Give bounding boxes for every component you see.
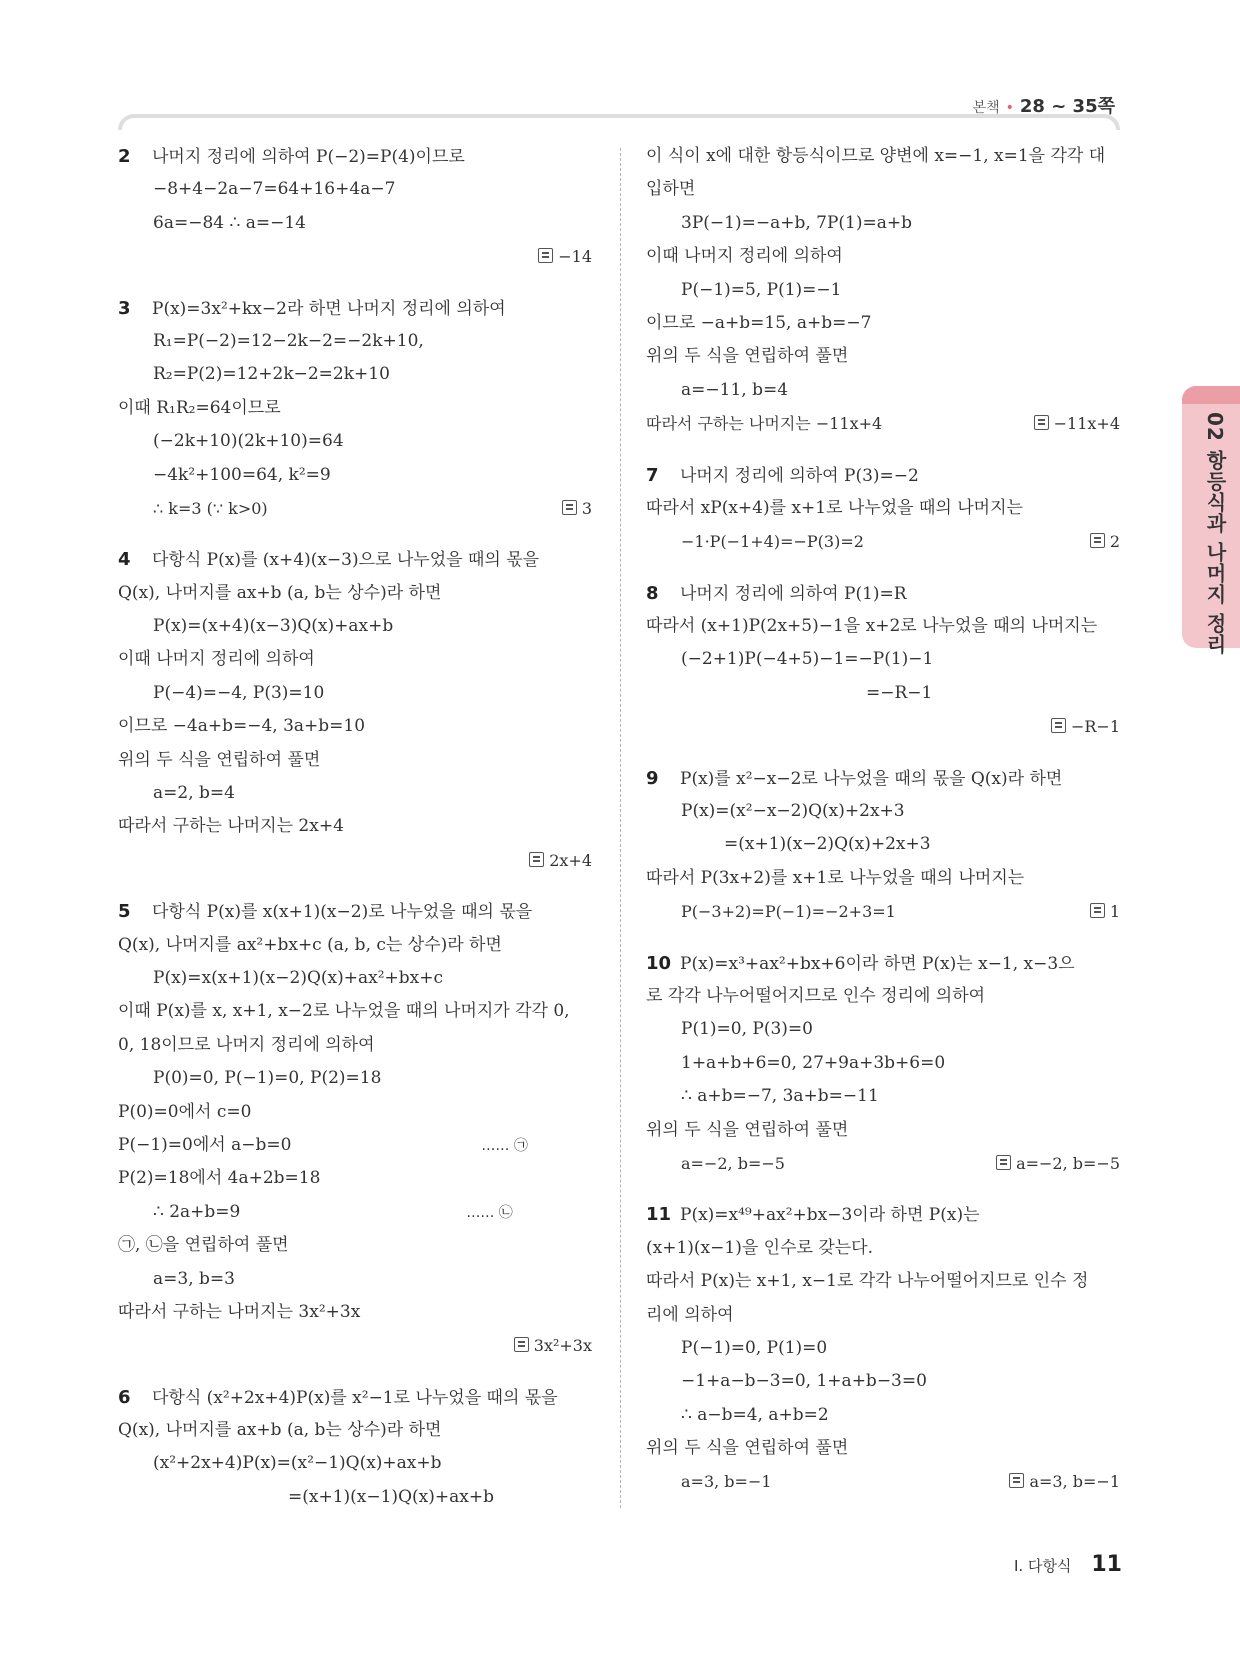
answer-value: a=3, b=−1: [1029, 1472, 1120, 1492]
problem-number: 8: [646, 582, 659, 604]
problem-2: [118, 140, 592, 274]
answer: [646, 525, 1120, 558]
solution-line: P(−3+2)=P(−1)=−2+3=1: [681, 902, 896, 922]
solution-line: 따라서 (x+1)P(2x+5)−1을 x+2로 나누었을 때의 나머지는: [646, 616, 1098, 637]
solution-line: −1+a−b−3=0, 1+a+b−3=0: [681, 1371, 927, 1392]
solution-line: P(2)=18에서 4a+2b=18: [118, 1168, 321, 1189]
problem-number: 5: [118, 901, 131, 923]
problem-7: [646, 459, 1120, 559]
answer-value: 3: [581, 498, 592, 518]
solution-line: P(−1)=5, P(1)=−1: [681, 279, 842, 300]
solution-line: 따라서 P(x)는 x+1, x−1로 각각 나누어떨어지므로 인수 정: [646, 1271, 1089, 1292]
solution-line: P(x)=(x²−x−2)Q(x)+2x+3: [681, 801, 905, 822]
solution-line: P(x)=(x+4)(x−3)Q(x)+ax+b: [153, 616, 394, 637]
answer-value: 1: [1109, 902, 1120, 922]
solution-line: 이때 나머지 정리에 의하여: [646, 246, 843, 267]
solution-line: 1+a+b+6=0, 27+9a+3b+6=0: [681, 1052, 946, 1073]
problem-number: 3: [118, 297, 131, 319]
solution-line: 위의 두 식을 연립하여 풀면: [646, 1119, 849, 1140]
problem-4: [118, 543, 592, 877]
answer-icon: [538, 248, 553, 263]
problem-8: [646, 577, 1120, 744]
solution-line: −4k²+100=64, k²=9: [153, 464, 331, 485]
equation-text: ∴ 2a+b=9: [153, 1201, 241, 1222]
solution-line: 다항식 P(x)를 x(x+1)(x−2)로 나누었을 때의 몫을: [152, 902, 533, 923]
solution-line: 이므로 −4a+b=−4, 3a+b=10: [118, 716, 366, 737]
solution-line: 이때 R₁R₂=64이므로: [118, 397, 281, 418]
solution-line: R₂=P(2)=12+2k−2=2k+10: [153, 364, 390, 385]
solution-line: 위의 두 식을 연립하여 풀면: [646, 346, 849, 367]
answer: [646, 407, 1120, 440]
problem-number: 11: [646, 1204, 672, 1226]
solution-line: a=−2, b=−5: [681, 1153, 785, 1173]
solution-line: P(x)=x⁴⁹+ax²+bx−3이라 하면 P(x)는: [680, 1205, 980, 1226]
problem-6-continued: [646, 140, 1120, 441]
solution-line: 따라서 구하는 나머지는 3x²+3x: [118, 1301, 361, 1322]
solution-line: 위의 두 식을 연립하여 풀면: [118, 749, 321, 770]
solution-line: −1·P(−1+4)=−P(3)=2: [681, 532, 864, 552]
solution-line: Q(x), 나머지를 ax+b (a, b는 상수)라 하면: [118, 582, 442, 603]
answer-value: −14: [558, 247, 592, 267]
solution-line: 따라서 xP(x+4)를 x+1로 나누었을 때의 나머지는: [646, 497, 1023, 518]
answer-value: a=−2, b=−5: [1016, 1153, 1120, 1173]
answer-value: −R−1: [1070, 717, 1120, 737]
solution-line: P(x)=x(x+1)(x−2)Q(x)+ax²+bx+c: [153, 967, 443, 988]
problem-number: 4: [118, 549, 131, 571]
problem-number: 10: [646, 952, 672, 974]
solution-line: (−2k+10)(2k+10)=64: [153, 431, 344, 452]
problem-number: 7: [646, 464, 659, 486]
answer: [646, 710, 1120, 743]
page-range: 28 ~ 35쪽: [1019, 96, 1115, 117]
solution-line: ㉠, ㉡을 연립하여 풀면: [118, 1235, 289, 1256]
solution-line: ∴ k=3 (∵ k>0): [153, 498, 268, 518]
solution-line: P(x)=3x²+kx−2라 하면 나머지 정리에 의하여: [152, 298, 506, 319]
solution-line: 나머지 정리에 의하여 P(−2)=P(4)이므로: [152, 147, 465, 167]
answer-icon: [1009, 1473, 1024, 1488]
solution-line: ∴ a−b=4, a+b=2: [681, 1404, 829, 1425]
answer-icon: [1034, 415, 1049, 430]
answer-value: 3x²+3x: [533, 1336, 592, 1356]
solution-line: (x+1)(x−1)을 인수로 갖는다.: [646, 1237, 873, 1258]
problem-5: [118, 895, 592, 1362]
answer-icon: [562, 500, 577, 515]
answer-icon: [1051, 718, 1066, 733]
solution-line: Q(x), 나머지를 ax+b (a, b는 상수)라 하면: [118, 1420, 442, 1441]
answer: [646, 1465, 1120, 1498]
answer-icon: [529, 852, 544, 867]
solution-line: =−R−1: [866, 682, 933, 703]
page-number: 11: [1091, 1552, 1122, 1577]
solution-line: 입하면: [646, 179, 696, 200]
section-label: Ⅰ. 다항식: [1013, 1557, 1072, 1575]
solution-line: =(x+1)(x−1)Q(x)+ax+b: [288, 1486, 494, 1507]
answer: [118, 844, 592, 877]
solution-line: P(x)를 x²−x−2로 나누었을 때의 몫을 Q(x)라 하면: [680, 768, 1063, 789]
solution-line: [118, 1129, 592, 1162]
solution-line: P(0)=0에서 c=0: [118, 1101, 252, 1122]
solution-line: (x²+2x+4)P(x)=(x²−1)Q(x)+ax+b: [153, 1453, 442, 1474]
solution-line: P(−4)=−4, P(3)=10: [153, 682, 325, 703]
left-column: [118, 140, 592, 1514]
answer: [118, 492, 592, 525]
equation-text: P(−1)=0에서 a−b=0: [118, 1134, 292, 1155]
answer: [118, 1329, 592, 1362]
problem-9: [646, 762, 1120, 929]
solution-line: 리에 의하여: [646, 1304, 734, 1325]
right-column: [646, 140, 1120, 1499]
solution-line: P(1)=0, P(3)=0: [681, 1019, 813, 1040]
chapter-tab-label: 02 항등식과 나머지 정리: [1203, 412, 1227, 655]
problem-10: [646, 947, 1120, 1181]
solution-line: 이므로 −a+b=15, a+b=−7: [646, 312, 872, 333]
chapter-tab-accent: [1182, 386, 1240, 404]
solution-line: (−2+1)P(−4+5)−1=−P(1)−1: [681, 649, 934, 670]
solution-line: Q(x), 나머지를 ax²+bx+c (a, b, c는 상수)라 하면: [118, 934, 502, 955]
answer: [118, 240, 592, 273]
answer: [646, 895, 1120, 928]
answer-value: 2x+4: [549, 850, 592, 870]
answer-icon: [514, 1337, 529, 1352]
page-footer: [1014, 1552, 1122, 1577]
problem-6: [118, 1381, 592, 1515]
problem-number: 6: [118, 1386, 131, 1408]
answer-icon: [1090, 533, 1105, 548]
solution-line: 3P(−1)=−a+b, 7P(1)=a+b: [681, 212, 912, 233]
solution-line: [118, 1196, 592, 1229]
solution-line: 이 식이 x에 대한 항등식이므로 양변에 x=−1, x=1을 각각 대: [646, 146, 1106, 166]
solution-line: R₁=P(−2)=12−2k−2=−2k+10,: [153, 330, 424, 351]
solution-line: a=2, b=4: [153, 783, 235, 804]
solution-line: a=3, b=3: [153, 1268, 235, 1289]
problem-3: [118, 292, 592, 526]
problem-number: 2: [118, 146, 131, 167]
header-rule: [118, 114, 1120, 130]
solution-line: −8+4−2a−7=64+16+4a−7: [153, 179, 396, 200]
solution-line: 다항식 P(x)를 (x+4)(x−3)으로 나누었을 때의 몫을: [152, 550, 540, 571]
equation-marker: …… ㉠: [481, 1137, 528, 1154]
solution-line: 따라서 P(3x+2)를 x+1로 나누었을 때의 나머지는: [646, 867, 1025, 888]
book-label: 본책: [972, 100, 1000, 116]
solution-line: a=−11, b=4: [681, 379, 789, 400]
solution-line: 따라서 구하는 나머지는 2x+4: [118, 816, 344, 837]
bullet-dot: •: [1005, 100, 1014, 116]
solution-line: 다항식 (x²+2x+4)P(x)를 x²−1로 나누었을 때의 몫을: [152, 1387, 558, 1408]
answer: [646, 1147, 1120, 1180]
solution-line: P(x)=x³+ax²+bx+6이라 하면 P(x)는 x−1, x−3으: [680, 953, 1075, 974]
problem-number: 9: [646, 767, 659, 789]
solution-line: a=3, b=−1: [681, 1472, 772, 1492]
solution-line: ∴ a+b=−7, 3a+b=−11: [681, 1086, 879, 1107]
solution-line: 따라서 구하는 나머지는 −11x+4: [646, 414, 883, 434]
answer-value: 2: [1109, 532, 1120, 552]
problem-11: [646, 1198, 1120, 1499]
solution-line: P(−1)=0, P(1)=0: [681, 1337, 828, 1358]
solution-line: P(0)=0, P(−1)=0, P(2)=18: [153, 1068, 382, 1089]
equation-marker: …… ㉡: [466, 1204, 513, 1221]
solution-line: 나머지 정리에 의하여 P(1)=R: [680, 583, 907, 604]
solution-line: 6a=−84 ∴ a=−14: [153, 212, 306, 233]
solution-line: 이때 P(x)를 x, x+1, x−2로 나누었을 때의 나머지가 각각 0,: [118, 1001, 570, 1022]
solution-line: 이때 나머지 정리에 의하여: [118, 649, 315, 670]
answer-icon: [1090, 903, 1105, 918]
solution-line: =(x+1)(x−2)Q(x)+2x+3: [724, 834, 931, 855]
answer-icon: [996, 1155, 1011, 1170]
answer-value: −11x+4: [1053, 414, 1120, 434]
solution-line: 로 각각 나누어떨어지므로 인수 정리에 의하여: [646, 985, 986, 1006]
solution-line: 0, 18이므로 나머지 정리에 의하여: [118, 1034, 375, 1055]
column-divider: [620, 148, 621, 1508]
solution-line: 위의 두 식을 연립하여 풀면: [646, 1438, 849, 1459]
solution-line: 나머지 정리에 의하여 P(3)=−2: [680, 465, 919, 486]
